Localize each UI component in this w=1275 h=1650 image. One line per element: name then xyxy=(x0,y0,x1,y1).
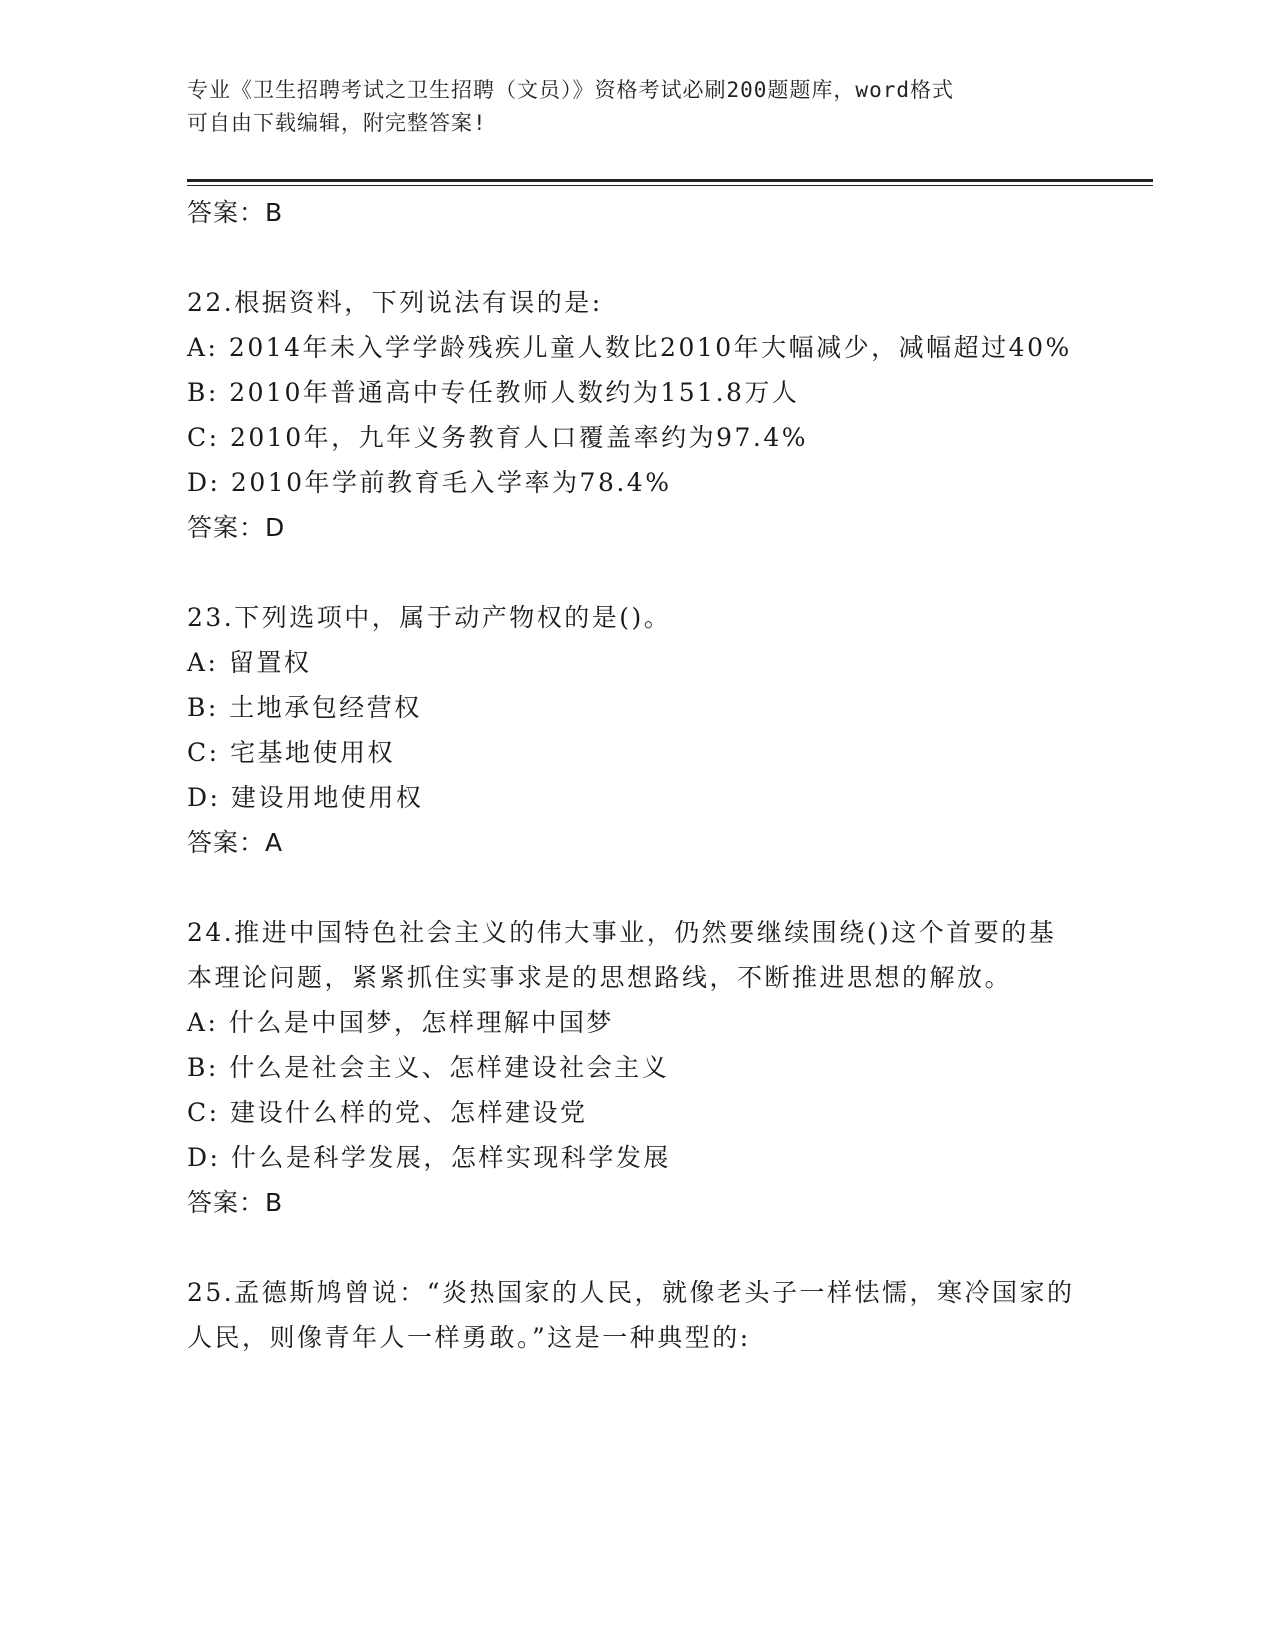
question-stem: 23.下列选项中，属于动产物权的是()。 xyxy=(187,603,672,632)
option-b: B: 土地承包经营权 xyxy=(187,693,422,722)
page-header xyxy=(187,74,1067,140)
option-a: A: 2014年未入学学龄残疾儿童人数比2010年大幅减少，减幅超过40% xyxy=(187,333,1072,362)
header-line-1: 专业《卫生招聘考试之卫生招聘（文员）》资格考试必刷200题题库，word格式 xyxy=(187,78,954,102)
option-c: C: 2010年，九年义务教育人口覆盖率约为97.4% xyxy=(187,423,809,452)
option-d: D: 建设用地使用权 xyxy=(187,783,424,812)
header-line-2: 可自由下载编辑，附完整答案! xyxy=(187,111,487,135)
answer: 答案：A xyxy=(187,828,284,857)
question-stem: 22.根据资料，下列说法有误的是: xyxy=(187,288,603,317)
header-rule-thin xyxy=(187,185,1153,186)
question-23 xyxy=(187,595,1077,865)
question-stem: 25.孟德斯鸠曾说：“炎热国家的人民，就像老头子一样怯懦，寒冷国家的人民，则像青年人一样勇敢。”这是一种典型的: xyxy=(187,1278,1075,1352)
question-stem: 24.推进中国特色社会主义的伟大事业，仍然要继续围绕()这个首要的基本理论问题，紧紧抓住实事求是的思想路线，不断推进思想的解放。 xyxy=(187,918,1057,992)
option-a: A: 什么是中国梦，怎样理解中国梦 xyxy=(187,1008,614,1037)
option-a: A: 留置权 xyxy=(187,648,312,677)
option-d: D: 什么是科学发展，怎样实现科学发展 xyxy=(187,1143,671,1172)
option-b: B: 2010年普通高中专任教师人数约为151.8万人 xyxy=(187,378,800,407)
question-22 xyxy=(187,280,1077,550)
question-list xyxy=(187,190,1077,1360)
option-c: C: 宅基地使用权 xyxy=(187,738,395,767)
question-24 xyxy=(187,910,1077,1225)
option-d: D: 2010年学前教育毛入学率为78.4% xyxy=(187,468,672,497)
option-b: B: 什么是社会主义、怎样建设社会主义 xyxy=(187,1053,670,1082)
previous-answer: 答案：B xyxy=(187,198,284,227)
header-rule-thick xyxy=(187,179,1153,182)
question-25 xyxy=(187,1270,1077,1360)
option-c: C: 建设什么样的党、怎样建设党 xyxy=(187,1098,588,1127)
answer: 答案：B xyxy=(187,1188,284,1217)
answer: 答案：D xyxy=(187,513,286,542)
